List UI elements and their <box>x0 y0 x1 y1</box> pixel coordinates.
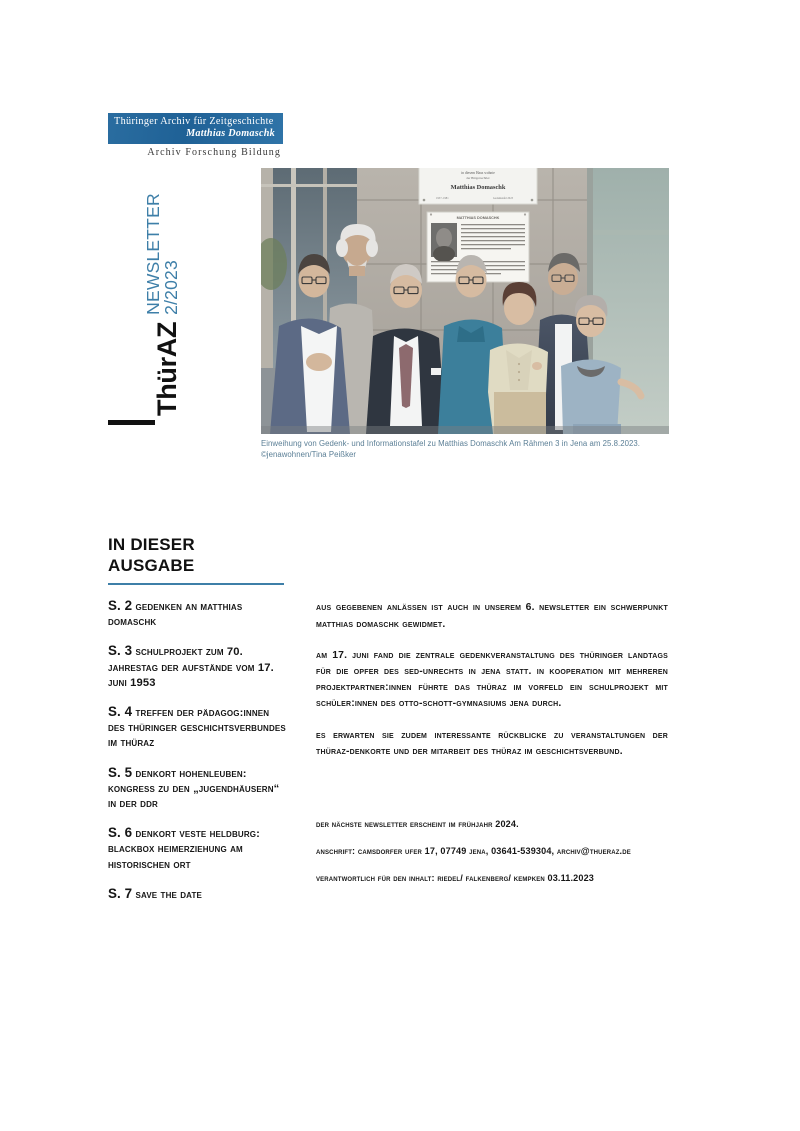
hero-photo-caption: Einweihung von Gedenk- und Informationstafel zu Matthias Domaschk Am Rähmen 3 in Jena am 25.8.2023. ©jenawohnen/Tina Peißker <box>261 439 640 460</box>
toc-entry-title: denkort hohenleuben: kongress zu den „jugendhäusern“ in der ddr <box>108 767 280 811</box>
toc-entry-page: S. 7 <box>108 885 133 901</box>
imprint <box>316 818 668 885</box>
svg-text:MATTHIAS DOMASCHK: MATTHIAS DOMASCHK <box>456 216 500 220</box>
toc-entry-page: S. 3 <box>108 643 133 659</box>
toc-entry-title: gedenken an matthias domaschk <box>108 601 243 629</box>
toc-entry[interactable] <box>108 598 288 630</box>
next-issue-note: der nächste newsletter erscheint im frühjahr 2024. <box>316 819 519 829</box>
masthead-brand: ThürAZ <box>152 321 182 416</box>
toc-entry-title: save the date <box>135 888 203 901</box>
toc-entry[interactable] <box>108 825 288 873</box>
toc-entry[interactable] <box>108 886 288 903</box>
toc-divider <box>108 583 284 585</box>
responsibility-line: verantwortlich für den inhalt: riedel/ falkenberg/ kempken 03.11.2023 <box>316 873 595 883</box>
toc-entry[interactable] <box>108 765 288 813</box>
toc-entry[interactable] <box>108 704 288 752</box>
toc-heading-line2: AUSGABE <box>108 556 195 575</box>
contact-line: anschrift: camsdorfer ufer 17, 07749 jena, 03641-539304, archiv@thueraz.de <box>316 846 631 856</box>
logo-person-name: Matthias Domaschk <box>186 128 275 139</box>
masthead-rule <box>108 420 155 425</box>
masthead-rotated-text <box>104 186 182 416</box>
toc-entry-title: denkort veste heldburg: blackbox heimerziehung am historischen ort <box>108 828 261 871</box>
toc-entry-page: S. 2 <box>108 598 133 613</box>
logo-blue-box <box>108 113 283 144</box>
toc-entry-page: S. 6 <box>108 825 133 841</box>
svg-text:in diesem Haus wohnte: in diesem Haus wohnte <box>461 171 495 175</box>
hero-photo <box>261 168 669 434</box>
toc-heading <box>108 534 288 576</box>
body-paragraph: am 17. juni fand die zentrale gedenkveranstaltung des thüringer landtags für die opfer des sed-unrechts in jena statt. in kooperation mit mehreren projektpartner:innen führte das thüraz im vorfeld ein schulprojekt mit schüler:innen des otto-schott-gymnasiums jena durch. <box>316 649 668 710</box>
body-paragraph: aus gegebenen anlässen ist auch in unserem 6. newsletter ein schwerpunkt matthias domaschk gewidmet. <box>316 602 668 630</box>
toc-entry-page: S. 4 <box>108 704 133 720</box>
organisation-logo <box>108 113 283 158</box>
masthead <box>104 186 182 416</box>
svg-text:der Bürgerrechtler: der Bürgerrechtler <box>466 176 490 180</box>
table-of-contents <box>108 534 288 903</box>
hero-figure <box>261 168 669 461</box>
editorial-body <box>316 590 668 760</box>
toc-entry-title: treffen der pädagog:innen des thüringer geschichtsverbundes im thüraz <box>108 707 286 750</box>
svg-text:Matthias Domaschk: Matthias Domaschk <box>450 184 506 191</box>
logo-tagline: Archiv Forschung Bildung <box>147 147 281 158</box>
body-paragraph: es erwarten sie zudem interessante rückblicke zu veranstaltungen der thüraz-denkorte und der mitarbeit des thüraz im geschichtsverbund. <box>316 729 668 757</box>
toc-entry[interactable] <box>108 643 288 691</box>
toc-heading-line1: IN DIESER <box>108 535 195 554</box>
hero-photo-illustration <box>261 168 669 434</box>
masthead-issue: NEWSLETTER 2/2023 <box>143 193 181 315</box>
logo-archive-name: Thüringer Archiv für Zeitgeschichte <box>114 116 274 127</box>
svg-text:1957–1981: 1957–1981 <box>436 197 449 200</box>
toc-entry-title: schulprojekt zum 70. jahrestag der aufstände vom 17. juni 1953 <box>108 646 274 689</box>
svg-text:Gedenktafel 2023: Gedenktafel 2023 <box>493 197 513 200</box>
toc-entry-page: S. 5 <box>108 764 133 780</box>
